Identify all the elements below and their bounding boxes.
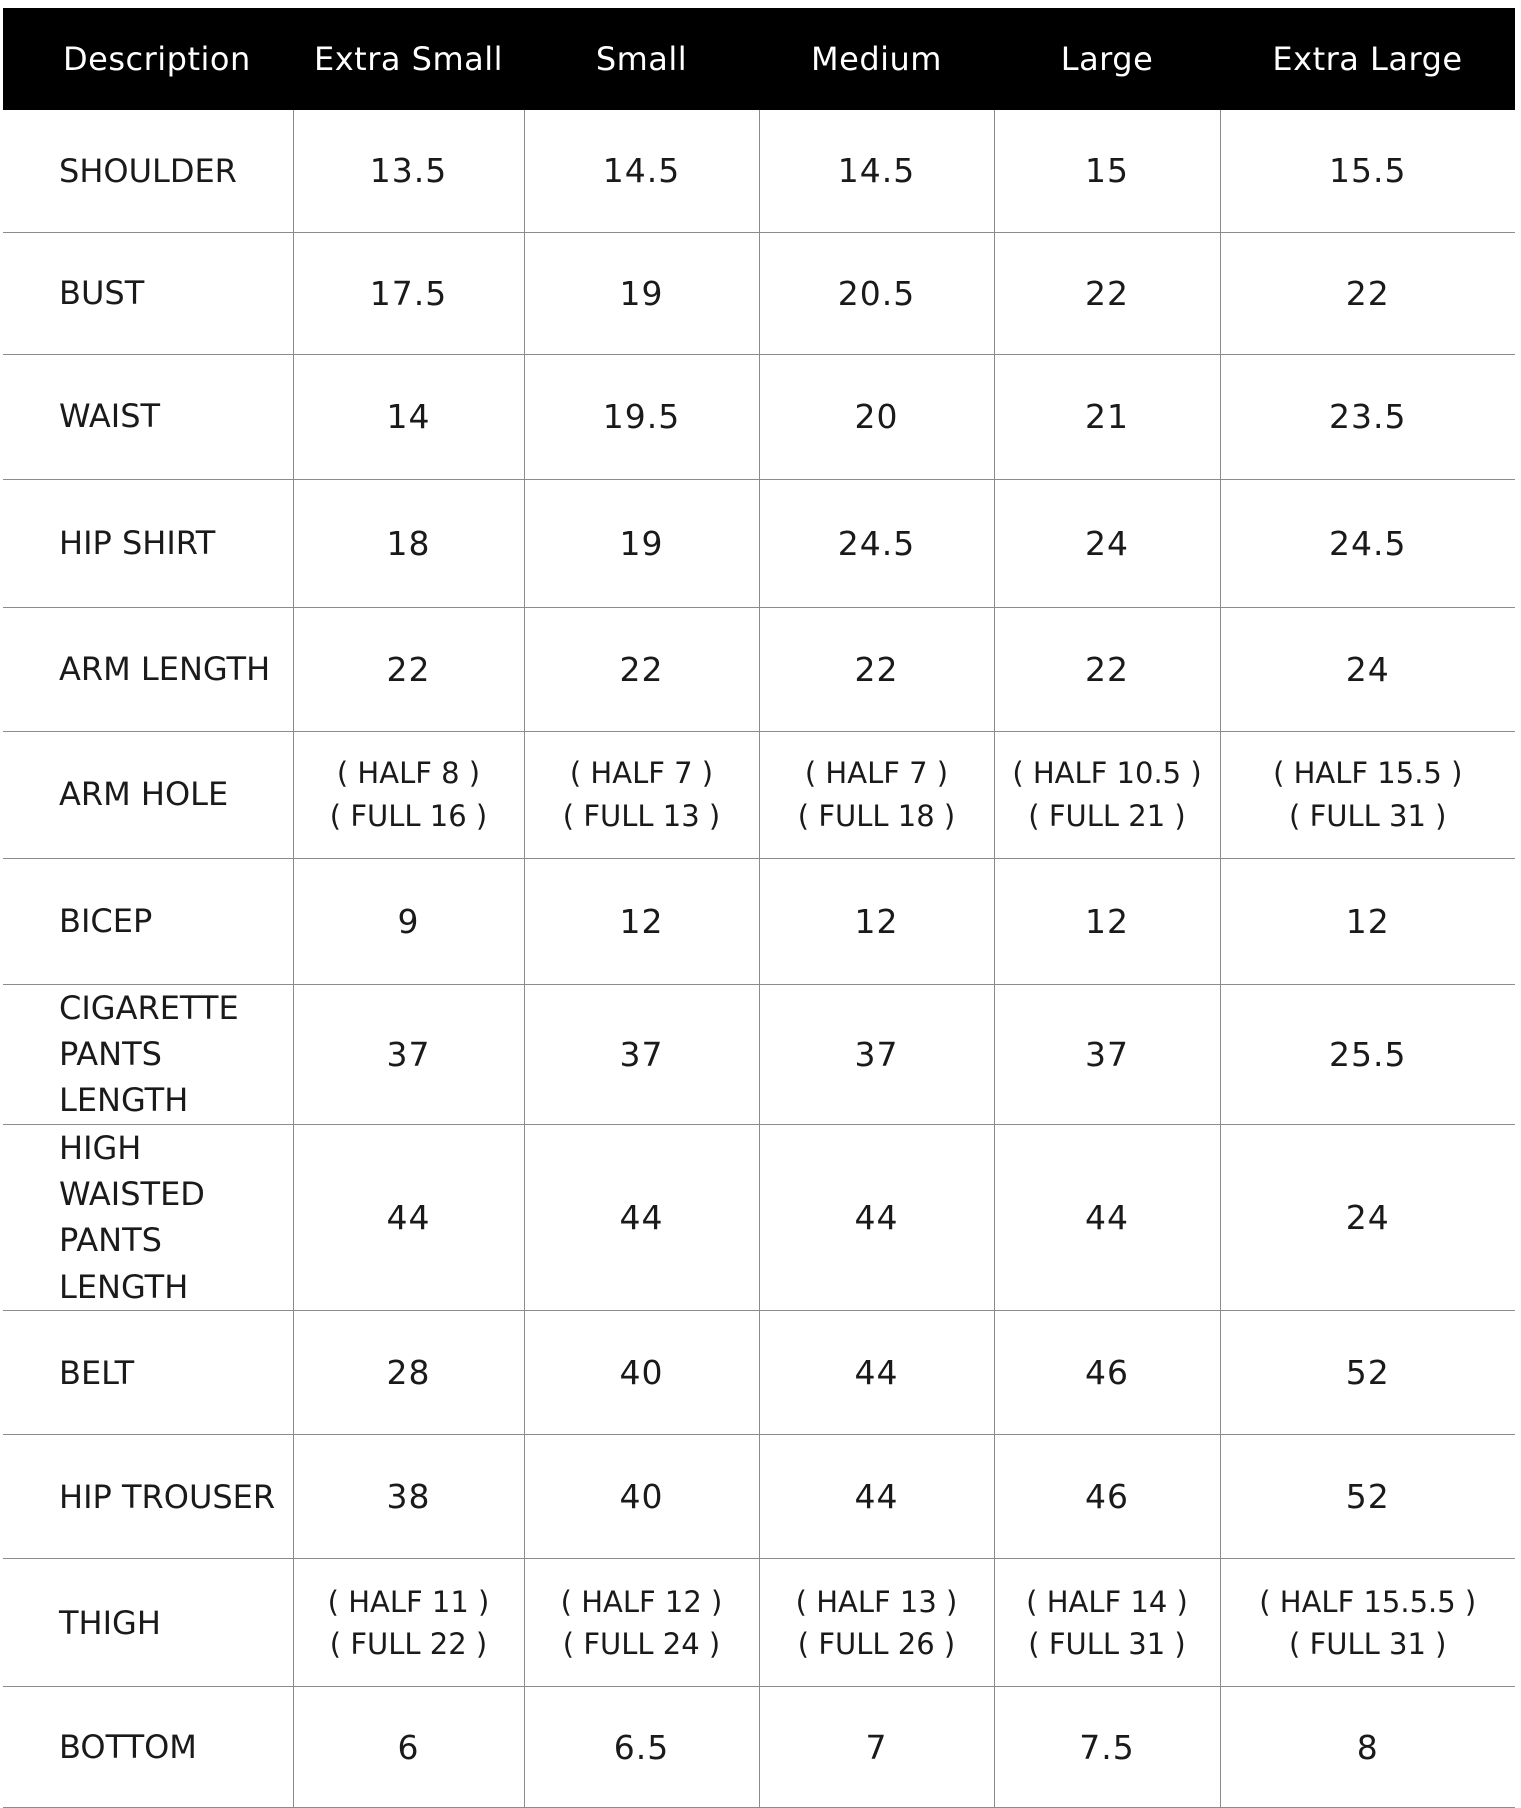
table-row [3,984,1515,1124]
table-cell [1220,232,1515,354]
cell-value: 37 [854,1034,899,1074]
cell-value: ( HALF 14 ) [1026,1584,1188,1619]
size-chart-table [3,8,1515,1808]
row-label [3,858,293,984]
table-cell [1220,984,1515,1124]
table-row [3,1311,1515,1435]
table-cell [759,984,994,1124]
table-row [3,110,1515,232]
table-cell [994,110,1220,232]
cell-value: 12 [1085,901,1129,941]
cell-value: ( FULL 26 ) [797,1626,956,1661]
table-row [3,858,1515,984]
cell-value: 23.5 [1329,397,1407,436]
cell-value: 46 [1085,1477,1129,1517]
cell-value: 19 [619,273,664,313]
row-label [3,1124,293,1311]
row-label-text: ARM HOLE [59,775,229,814]
table-cell [293,232,524,354]
row-label-text: BICEP [59,901,153,940]
table-cell [759,1687,994,1808]
cell-value: 15.5 [1329,151,1407,191]
cell-value: 44 [386,1197,431,1237]
column-header-extra-small: Extra Small [293,8,524,110]
cell-value: 40 [619,1477,664,1517]
table-cell [293,1311,524,1435]
table-cell [759,354,994,479]
cell-value: ( FULL 31 ) [1289,798,1447,833]
cell-value: 44 [619,1197,664,1237]
row-label [3,1687,293,1808]
table-cell [994,1435,1220,1559]
cell-value: 21 [1085,397,1129,436]
table-row [3,1435,1515,1559]
table-cell [524,232,759,354]
row-label-text: CIGARETTE [59,988,239,1027]
table-cell [994,1311,1220,1435]
cell-value: 19 [619,523,664,563]
table-cell [759,232,994,354]
table-cell [293,1559,524,1687]
table-cell [524,354,759,479]
cell-value: 44 [854,1353,899,1393]
cell-value: 37 [386,1034,431,1074]
cell-value: 46 [1085,1353,1129,1393]
column-header-extra-large: Extra Large [1220,8,1515,110]
row-label-text: BUST [59,273,145,312]
cell-value: 38 [386,1477,431,1517]
cell-value: 28 [386,1353,431,1393]
table-cell [524,607,759,731]
row-label-text: THIGH [59,1603,161,1642]
row-label [3,731,293,858]
table-cell [1220,1311,1515,1435]
table-cell [293,110,524,232]
row-label-text: SHOULDER [59,151,237,190]
cell-value: 17.5 [369,273,448,313]
column-header-large: Large [994,8,1220,110]
cell-value: 24 [1345,1197,1390,1237]
table-cell [759,607,994,731]
cell-value: 20.5 [837,273,916,313]
table-cell [1220,858,1515,984]
row-label [3,984,293,1124]
table-cell [1220,110,1515,232]
row-label-text: HIGH WAISTED [59,1128,205,1214]
cell-value: ( FULL 31 ) [1289,1626,1447,1661]
cell-value: 40 [619,1353,664,1393]
table-cell [1220,1687,1515,1808]
table-cell [759,1435,994,1559]
cell-value: ( HALF 7 ) [804,756,949,791]
table-cell [524,731,759,858]
cell-value: 24 [1345,649,1390,689]
cell-value: 24 [1085,523,1129,563]
cell-value: 44 [854,1477,899,1517]
table-cell [524,984,759,1124]
cell-value: 12 [619,901,664,941]
table-cell [994,1124,1220,1311]
cell-value: 22 [854,649,899,689]
cell-value: 25.5 [1329,1034,1407,1074]
row-label-text: HIP TROUSER [59,1477,276,1516]
table-cell [759,858,994,984]
cell-value: 14.5 [837,151,916,191]
cell-value: 22 [386,649,431,689]
table-cell [1220,354,1515,479]
table-cell [759,731,994,858]
cell-value: 9 [397,901,420,941]
cell-value: 14.5 [602,151,681,191]
table-cell [293,731,524,858]
table-cell [1220,1435,1515,1559]
cell-value: ( HALF 12 ) [560,1584,723,1619]
table-cell [293,1124,524,1311]
table-cell [293,858,524,984]
row-label [3,1559,293,1687]
cell-value: 7.5 [1079,1727,1135,1767]
cell-value: ( HALF 15.5.5 ) [1259,1584,1477,1619]
cell-value: 19.5 [602,397,681,436]
cell-value: 44 [854,1197,899,1237]
table-row [3,1687,1515,1808]
cell-value: ( HALF 8 ) [336,756,481,791]
table-cell [524,1435,759,1559]
cell-value: 14 [386,397,431,436]
table-row [3,232,1515,354]
table-cell [293,1435,524,1559]
cell-value: ( FULL 24 ) [562,1626,721,1661]
cell-value: 18 [386,523,431,563]
cell-value: 52 [1345,1477,1390,1517]
table-cell [293,354,524,479]
cell-value: ( HALF 7 ) [569,756,714,791]
table-cell [293,1687,524,1808]
header-row [3,8,1515,110]
table-cell [524,1559,759,1687]
table-cell [994,1559,1220,1687]
table-cell [524,1687,759,1808]
row-label [3,479,293,607]
table-cell [759,1559,994,1687]
table-row [3,1124,1515,1311]
table-cell [759,479,994,607]
cell-value: ( FULL 22 ) [329,1626,488,1661]
table-cell [994,1687,1220,1808]
row-label [3,110,293,232]
row-label [3,232,293,354]
cell-value: 22 [619,649,664,689]
cell-value: 22 [1085,649,1129,689]
table-row [3,607,1515,731]
table-cell [524,858,759,984]
table-cell [1220,479,1515,607]
cell-value: 22 [1085,273,1129,313]
row-label-text: PANTS LENGTH [59,1034,189,1120]
table-body [3,110,1515,1808]
cell-value: 12 [1345,901,1390,941]
cell-value: 15 [1085,151,1129,191]
table-cell [524,110,759,232]
row-label-text: BOTTOM [59,1728,197,1767]
cell-value: ( HALF 10.5 ) [1012,756,1202,791]
table-cell [994,858,1220,984]
table-cell [759,1311,994,1435]
cell-value: ( FULL 18 ) [797,798,956,833]
row-label [3,1435,293,1559]
cell-value: 37 [619,1034,664,1074]
table-cell [994,984,1220,1124]
table-cell [759,1124,994,1311]
table-cell [1220,607,1515,731]
cell-value: 7 [865,1727,888,1767]
table-cell [994,479,1220,607]
table-header [3,8,1515,110]
cell-value: 24.5 [1329,523,1407,563]
table-cell [994,232,1220,354]
table-cell [994,354,1220,479]
table-cell [1220,731,1515,858]
row-label-text: PANTS LENGTH [59,1221,189,1306]
cell-value: 44 [1085,1197,1129,1237]
cell-value: ( HALF 15.5 ) [1273,756,1463,791]
table-cell [293,607,524,731]
row-label-text: WAIST [59,397,161,436]
cell-value: 24.5 [837,523,916,563]
table-row [3,354,1515,479]
cell-value: 12 [854,901,899,941]
cell-value: 22 [1345,273,1390,313]
table-cell [293,984,524,1124]
table-cell [994,731,1220,858]
row-label-text: ARM LENGTH [59,649,271,688]
table-cell [759,110,994,232]
cell-value: 52 [1345,1353,1390,1393]
cell-value: ( FULL 31 ) [1028,1626,1186,1661]
cell-value: 6.5 [613,1727,670,1767]
cell-value: ( FULL 13 ) [562,798,721,833]
table-row [3,731,1515,858]
table-cell [524,479,759,607]
table-cell [994,607,1220,731]
row-label [3,1311,293,1435]
row-label-text: HIP SHIRT [59,523,216,562]
cell-value: 13.5 [369,151,448,191]
column-header-medium: Medium [759,8,994,110]
table-row [3,479,1515,607]
column-header-small: Small [524,8,759,110]
table-cell [1220,1124,1515,1311]
cell-value: 6 [397,1727,420,1767]
row-label [3,607,293,731]
cell-value: 37 [1085,1034,1129,1074]
cell-value: ( HALF 13 ) [795,1584,958,1619]
cell-value: ( FULL 21 ) [1028,798,1186,833]
cell-value: ( FULL 16 ) [329,798,488,833]
cell-value: ( HALF 11 ) [327,1584,490,1619]
table-cell [524,1311,759,1435]
column-header-description: Description [3,8,293,110]
row-label-text: BELT [59,1353,135,1392]
table-cell [524,1124,759,1311]
table-cell [293,479,524,607]
cell-value: 20 [854,397,899,436]
table-row [3,1559,1515,1687]
row-label [3,354,293,479]
cell-value: 8 [1356,1727,1379,1767]
table-cell [1220,1559,1515,1687]
